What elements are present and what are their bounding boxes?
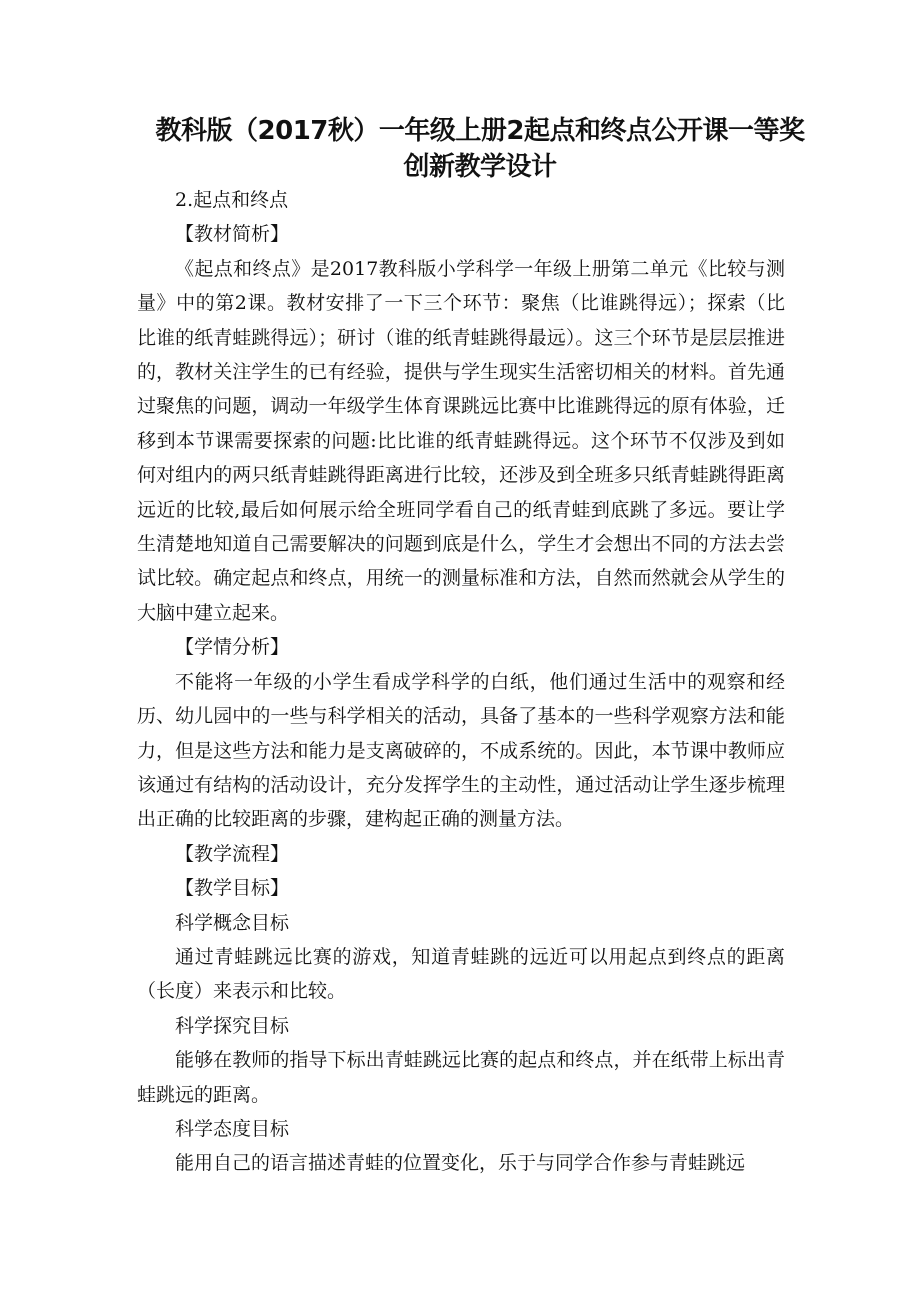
- paragraph-inquiry-goal: 能够在教师的指导下标出青蛙跳远比赛的起点和终点，并在纸带上标出青蛙跳远的距离。: [137, 1049, 785, 1106]
- subheading-attitude-goal: 科学态度目标: [175, 1117, 290, 1140]
- section-heading-teaching-process: 【教学流程】: [175, 842, 290, 865]
- section-heading-teaching-goals: 【教学目标】: [175, 877, 290, 900]
- paragraph-student-analysis: 不能将一年级的小学生看成学科学的白纸，他们通过生活中的观察和经历、幼儿园中的一些与科学相关的活动，具备了基本的一些科学观察方法和能力，但是这些方法和能力是支离破碎的，不成系统的。因此，本节课中教师应该通过有结构的活动设计，充分发挥学生的主动性，通过活动让学生逐步梳理出正确的比较距离的步骤，建构起正确的测量方法。: [137, 670, 785, 831]
- paragraph-textbook-analysis: 《起点和终点》是2017教科版小学科学一年级上册第二单元《比较与测量》中的第2课。教材安排了一下三个环节：聚焦（比谁跳得远）；探索（比比谁的纸青蛙跳得远）；研讨（谁的纸青蛙跳得最远）。这三个环节是层层推进的，教材关注学生的已有经验，提供与学生现实生活密切相关的材料。首先通过聚焦的问题，调动一年级学生体育课跳远比赛中比谁跳得远的原有体验，迁移到本节课需要探索的问题:比比谁的纸青蛙跳得远。这个环节不仅涉及到如何对组内的两只纸青蛙跳得距离进行比较，还涉及到全班多只纸青蛙跳得距离远近的比较,最后如何展示给全班同学看自己的纸青蛙到底跳了多远。要让学生清楚地知道自己需要解决的问题到底是什么，学生才会想出不同的方法去尝试比较。确定起点和终点，用统一的测量标准和方法，自然而然就会从学生的大脑中建立起来。: [137, 257, 785, 624]
- paragraph-concept-goal: 通过青蛙跳远比赛的游戏，知道青蛙跳的远近可以用起点到终点的距离（长度）来表示和比较。: [137, 945, 785, 1003]
- document-body: [137, 183, 785, 1181]
- title-line-1: 教科版（2017秋）一年级上册2起点和终点公开课一等奖: [155, 116, 805, 146]
- document-title: [140, 113, 820, 185]
- paragraph-attitude-goal: 能用自己的语言描述青蛙的位置变化，乐于与同学合作参与青蛙跳远: [175, 1152, 746, 1175]
- subheading-concept-goal: 科学概念目标: [175, 911, 290, 934]
- section-heading-student-analysis: 【学情分析】: [175, 636, 290, 659]
- subheading-inquiry-goal: 科学探究目标: [175, 1014, 290, 1037]
- lesson-heading: 2.起点和终点: [175, 189, 289, 211]
- title-line-2: 创新教学设计: [403, 152, 557, 182]
- section-heading-textbook-analysis: 【教材简析】: [175, 223, 290, 246]
